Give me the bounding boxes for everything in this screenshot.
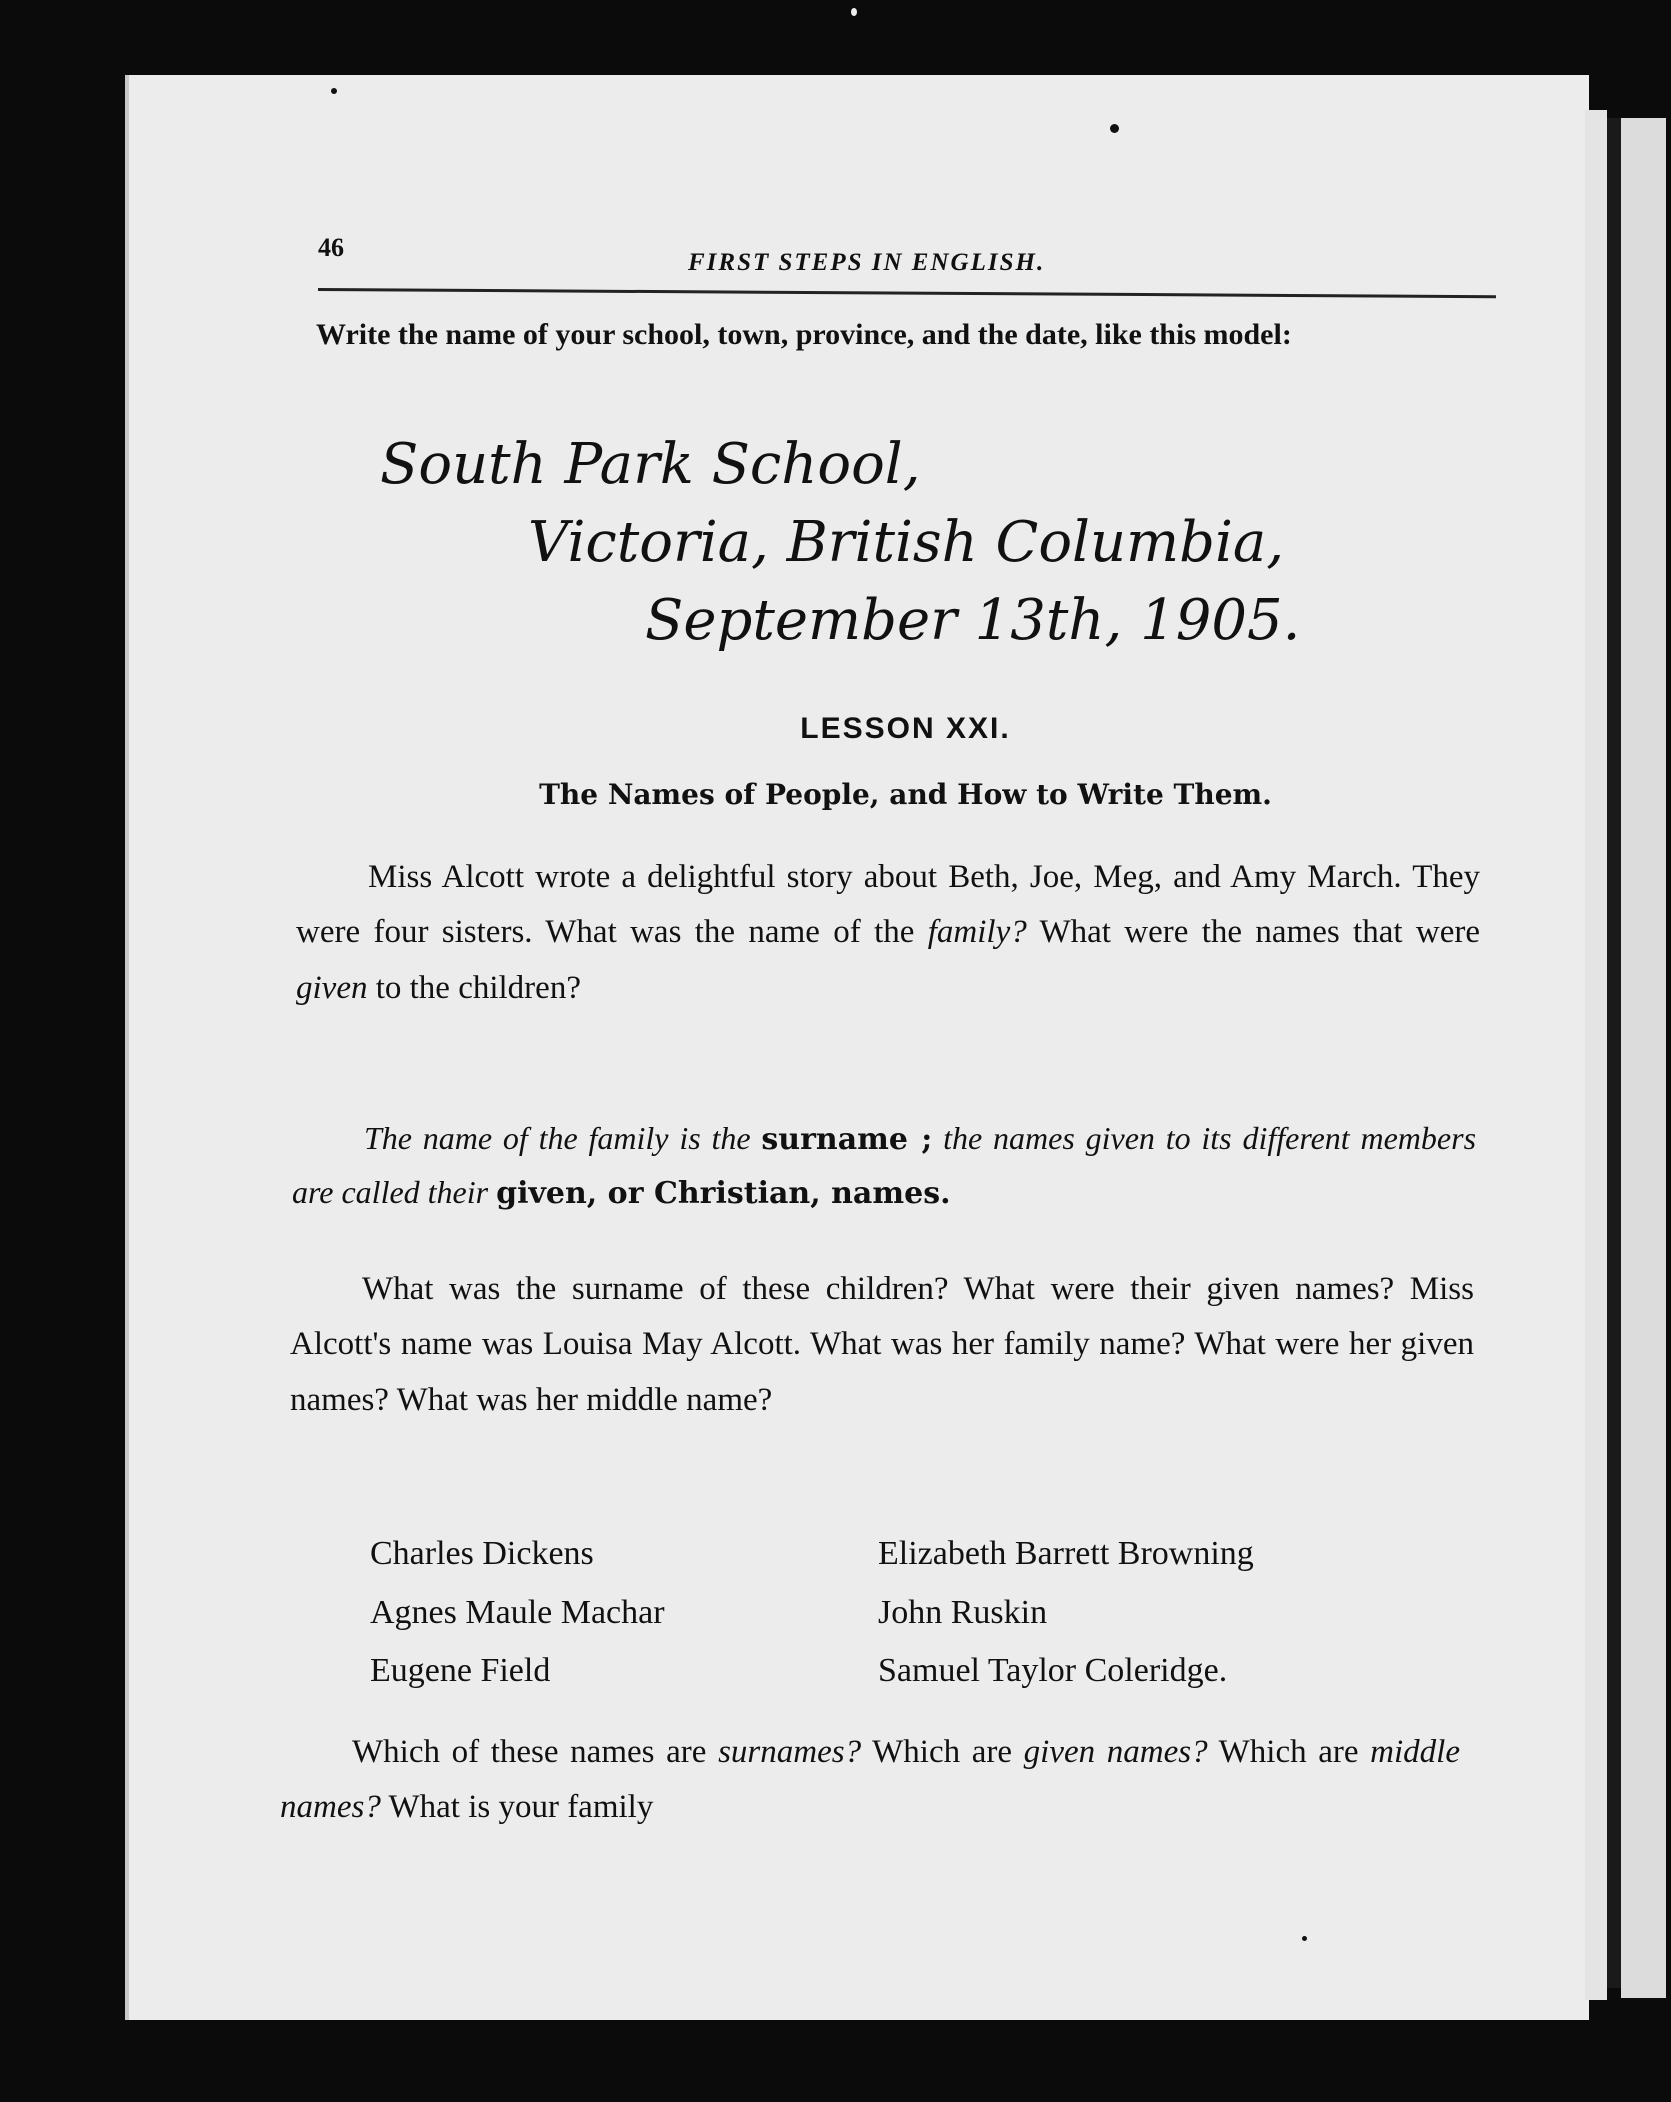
bold-term: surname ;: [761, 1122, 933, 1157]
name-item: Samuel Taylor Coleridge.: [878, 1652, 1228, 1690]
name-item: John Ruskin: [878, 1593, 1048, 1631]
paragraph-2: What was the surname of these children? What were their given names? Miss Alcott's name was Louisa May Alcott. What was her family name? What were her given names? What was her middle name?: [290, 1271, 1474, 1418]
italic-run: given: [296, 969, 368, 1006]
definition-rule: [292, 1112, 1476, 1220]
name-item: Agnes Maule Machar: [370, 1593, 665, 1631]
italic-run: middle names?: [280, 1734, 1460, 1826]
page-header: [318, 233, 1496, 276]
page-number: 46: [318, 233, 344, 262]
text-run: What were the names that were: [1026, 914, 1480, 951]
text-run: What is your family: [380, 1789, 654, 1826]
name-item: Eugene Field: [370, 1652, 551, 1690]
intro-paragraph: Write the name of your school, town, province, and the date, like this model:: [316, 318, 1292, 351]
text-run: Which of these names are: [352, 1734, 719, 1770]
text-run: Which are: [1207, 1734, 1371, 1770]
speck-mark: [851, 8, 857, 16]
speck-mark: [1302, 1936, 1307, 1941]
handwritten-line-1: South Park School,: [380, 432, 921, 497]
speck-mark: [331, 88, 337, 94]
text-run: Miss Alcott wrote a delightful story about Beth, Joe, Meg, and Amy March. They were four sisters. What was the name of the: [296, 859, 1480, 951]
bold-term: given, or Christian, names.: [496, 1175, 951, 1211]
italic-run: The name of the family is the: [364, 1120, 762, 1156]
paragraph-3: [280, 1725, 1460, 1836]
paragraph-1: [296, 850, 1480, 1016]
italic-run: the names given to its different members are called their: [292, 1120, 1477, 1210]
handwritten-line-2: Victoria, British Columbia,: [528, 510, 1285, 575]
names-list: [370, 1528, 1470, 1698]
name-item: Elizabeth Barrett Browning: [878, 1535, 1254, 1572]
text-run: to the children?: [367, 969, 581, 1006]
speck-mark: [1110, 124, 1119, 133]
name-item: Charles Dickens: [370, 1535, 594, 1572]
italic-run: surnames?: [718, 1734, 862, 1770]
next-page-edge: [1621, 118, 1666, 1998]
lesson-subheading: The Names of People, and How to Write Them.: [539, 778, 1272, 811]
italic-run: family?: [927, 914, 1027, 951]
binding-shadow: [1607, 118, 1621, 1988]
italic-run: given names?: [1023, 1734, 1208, 1770]
text-run: Which are: [861, 1734, 1024, 1770]
page-edge: [1585, 110, 1607, 2000]
handwritten-line-3: September 13th, 1905.: [645, 588, 1301, 653]
lesson-heading: LESSON XXI.: [800, 712, 1011, 745]
running-title: FIRST STEPS IN ENGLISH.: [688, 249, 1046, 276]
